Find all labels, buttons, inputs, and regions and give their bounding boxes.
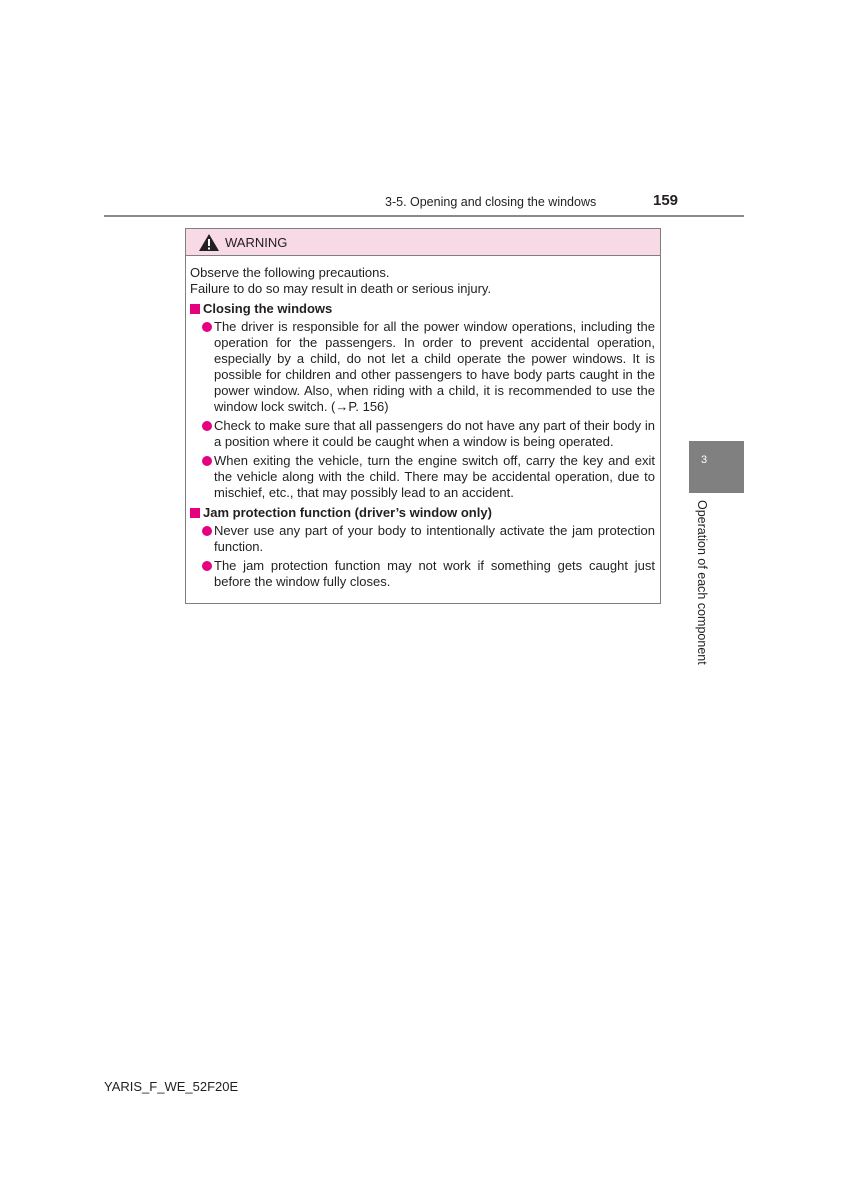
section-title: 3-5. Opening and closing the windows — [385, 195, 597, 209]
bullet-text: The jam protection function may not work if something gets caught just before the window fully closes. — [214, 558, 655, 589]
warning-header — [186, 229, 660, 256]
page-number: 159 — [653, 192, 679, 209]
square-bullet-icon — [190, 508, 200, 518]
bullet-item — [190, 523, 655, 555]
square-bullet-icon — [190, 304, 200, 314]
chapter-title: Operation of each component — [695, 500, 709, 665]
document-code: YARIS_F_WE_52F20E — [104, 1079, 239, 1094]
warning-intro-line: Observe the following precautions. — [190, 265, 390, 280]
warning-box — [185, 228, 661, 604]
bullet-text: The driver is responsible for all the power window operations, including the operation for the passengers. In order to prevent accidental operation, especially by a child, do not let a child operate the power windows. It is possible for children and other passengers to have body parts caught in the power window. Also, when riding with a child, it is recommended to use the window lock switch. (→P. 156) — [214, 319, 655, 414]
section-heading — [190, 301, 655, 317]
bullet-dot-icon — [202, 456, 212, 466]
bullet-dot-icon — [202, 322, 212, 332]
bullet-text: Check to make sure that all passengers do not have any part of their body in a position where it could be caught when a window is being operated. — [214, 418, 655, 449]
bullet-item — [190, 558, 655, 590]
bullet-dot-icon — [202, 526, 212, 536]
warning-intro-line: Failure to do so may result in death or serious injury. — [190, 281, 492, 296]
warning-triangle-icon — [198, 233, 220, 252]
bullet-item — [190, 453, 655, 501]
warning-title: WARNING — [225, 234, 288, 250]
bullet-text: Never use any part of your body to intentionally activate the jam protection function. — [214, 523, 655, 554]
bullet-item — [190, 418, 655, 450]
bullet-dot-icon — [202, 421, 212, 431]
warning-body — [186, 256, 660, 590]
header-divider — [104, 215, 744, 217]
bullet-dot-icon — [202, 561, 212, 571]
chapter-number: 3 — [701, 454, 708, 466]
section-heading-text: Jam protection function (driver’s window only) — [203, 505, 492, 520]
bullet-text: When exiting the vehicle, turn the engine switch off, carry the key and exit the vehicle along with the child. There may be accidental operation, due to mischief, etc., that may possibly lead to an accident. — [214, 453, 655, 500]
chapter-tab — [689, 441, 744, 493]
section-heading — [190, 505, 655, 521]
bullet-item — [190, 319, 655, 415]
section-heading-text: Closing the windows — [203, 301, 333, 316]
